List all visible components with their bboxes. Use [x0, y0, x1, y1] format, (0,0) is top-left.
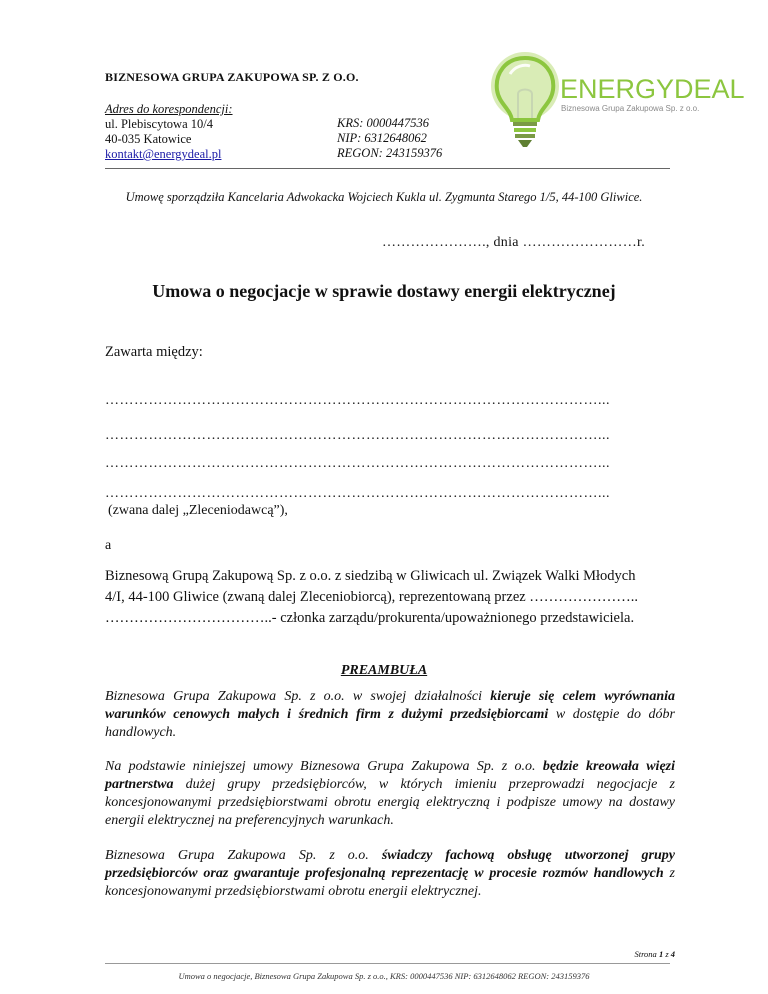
correspondence-address: [105, 102, 233, 162]
address-label: Adres do korespondencji:: [105, 102, 233, 116]
nip-number: NIP: 6312648062: [337, 131, 427, 145]
brand-wordmark: ENERGYDEAL: [560, 74, 745, 104]
client-fill-line: …………………………………………………………………………………………...: [105, 428, 610, 443]
company-name: BIZNESOWA GRUPA ZAKUPOWA SP. Z O.O.: [105, 70, 359, 84]
conjunction-and: a: [105, 538, 112, 553]
energydeal-logo: [480, 44, 745, 154]
concluded-between: Zawarta między:: [105, 344, 203, 360]
preamble-paragraph-1: Biznesowa Grupa Zakupowa Sp. z o.o. w swojej działalności kieruje się celem wyrównania warunków cenowych małych i średnich firm z dużymi przedsiębiorcami w dostępie do dóbr handlowych.: [105, 689, 675, 740]
page-number: Strona 1 z 4: [634, 949, 675, 959]
document-title: Umowa o negocjacje w sprawie dostawy energii elektrycznej: [152, 281, 616, 301]
lightbulb-icon: [491, 52, 559, 147]
contractor-paragraph: [105, 566, 675, 629]
krs-number: KRS: 0000447536: [337, 116, 430, 130]
preamble-paragraph-3: Biznesowa Grupa Zakupowa Sp. z o.o. świadczy fachową obsługę utworzonej grupy przedsiębiorców oraz gwarantuje profesjonalną reprezentację w procesie rozmów handlowych z koncesjonowanymi przedsiębiorstwami obrotu energii elektrycznej.: [105, 848, 676, 899]
client-fill-line: …………………………………………………………………………………………...: [105, 393, 610, 408]
preamble-paragraph-2: Na podstawie niniejszej umowy Biznesowa Grupa Zakupowa Sp. z o.o. będzie kreowała więzi partnerstwa dużej grupy przedsiębiorców, w których imieniu przeprowadzi negocjacje z koncesjonowanymi przedsiębiorstwami obrotu energią elektryczną i podpisze umowy na dostawy energii elektrycznej na preferencyjnych warunkach.: [105, 759, 676, 828]
client-fill-line: …………………………………………………………………………………………...: [105, 456, 610, 471]
contractor-line: 4/I, 44-100 Gliwice (zwaną dalej Zleceniobiorcą), reprezentowaną przez …………………..: [105, 589, 639, 605]
brand-tagline: Biznesowa Grupa Zakupowa Sp. z o.o.: [561, 104, 700, 113]
contractor-line: Biznesową Grupą Zakupową Sp. z o.o. z siedzibą w Gliwicach ul. Związek Walki Młodych: [105, 568, 636, 584]
address-street: ul. Plebiscytowa 10/4: [105, 117, 213, 131]
email-link[interactable]: kontakt@energydeal.pl: [105, 147, 222, 161]
footer-divider: [105, 963, 670, 964]
drafted-by-note: Umowę sporządziła Kancelaria Adwokacka Wojciech Kukla ul. Zygmunta Starego 1/5, 44-100 Gliwice.: [125, 190, 643, 204]
contractor-line: ……………………………..- członka zarządu/prokurenta/upoważnionego przedstawiciela.: [105, 610, 635, 626]
footer-text: Umowa o negocjacje, Biznesowa Grupa Zakupowa Sp. z o.o., KRS: 0000447536 NIP: 6312648062 REGON: 243159376: [178, 971, 590, 981]
preamble-heading: PREAMBUŁA: [340, 663, 428, 678]
client-fill-line: …………………………………………………………………………………………...: [105, 486, 610, 501]
header-divider: [105, 168, 670, 169]
address-city: 40-035 Katowice: [105, 132, 192, 146]
place-date-line: …………………., dnia ……………………r.: [382, 235, 645, 250]
client-label: (zwana dalej „Zleceniodawcą”),: [108, 503, 288, 518]
regon-number: REGON: 243159376: [337, 146, 443, 160]
registration-numbers: [337, 116, 442, 161]
